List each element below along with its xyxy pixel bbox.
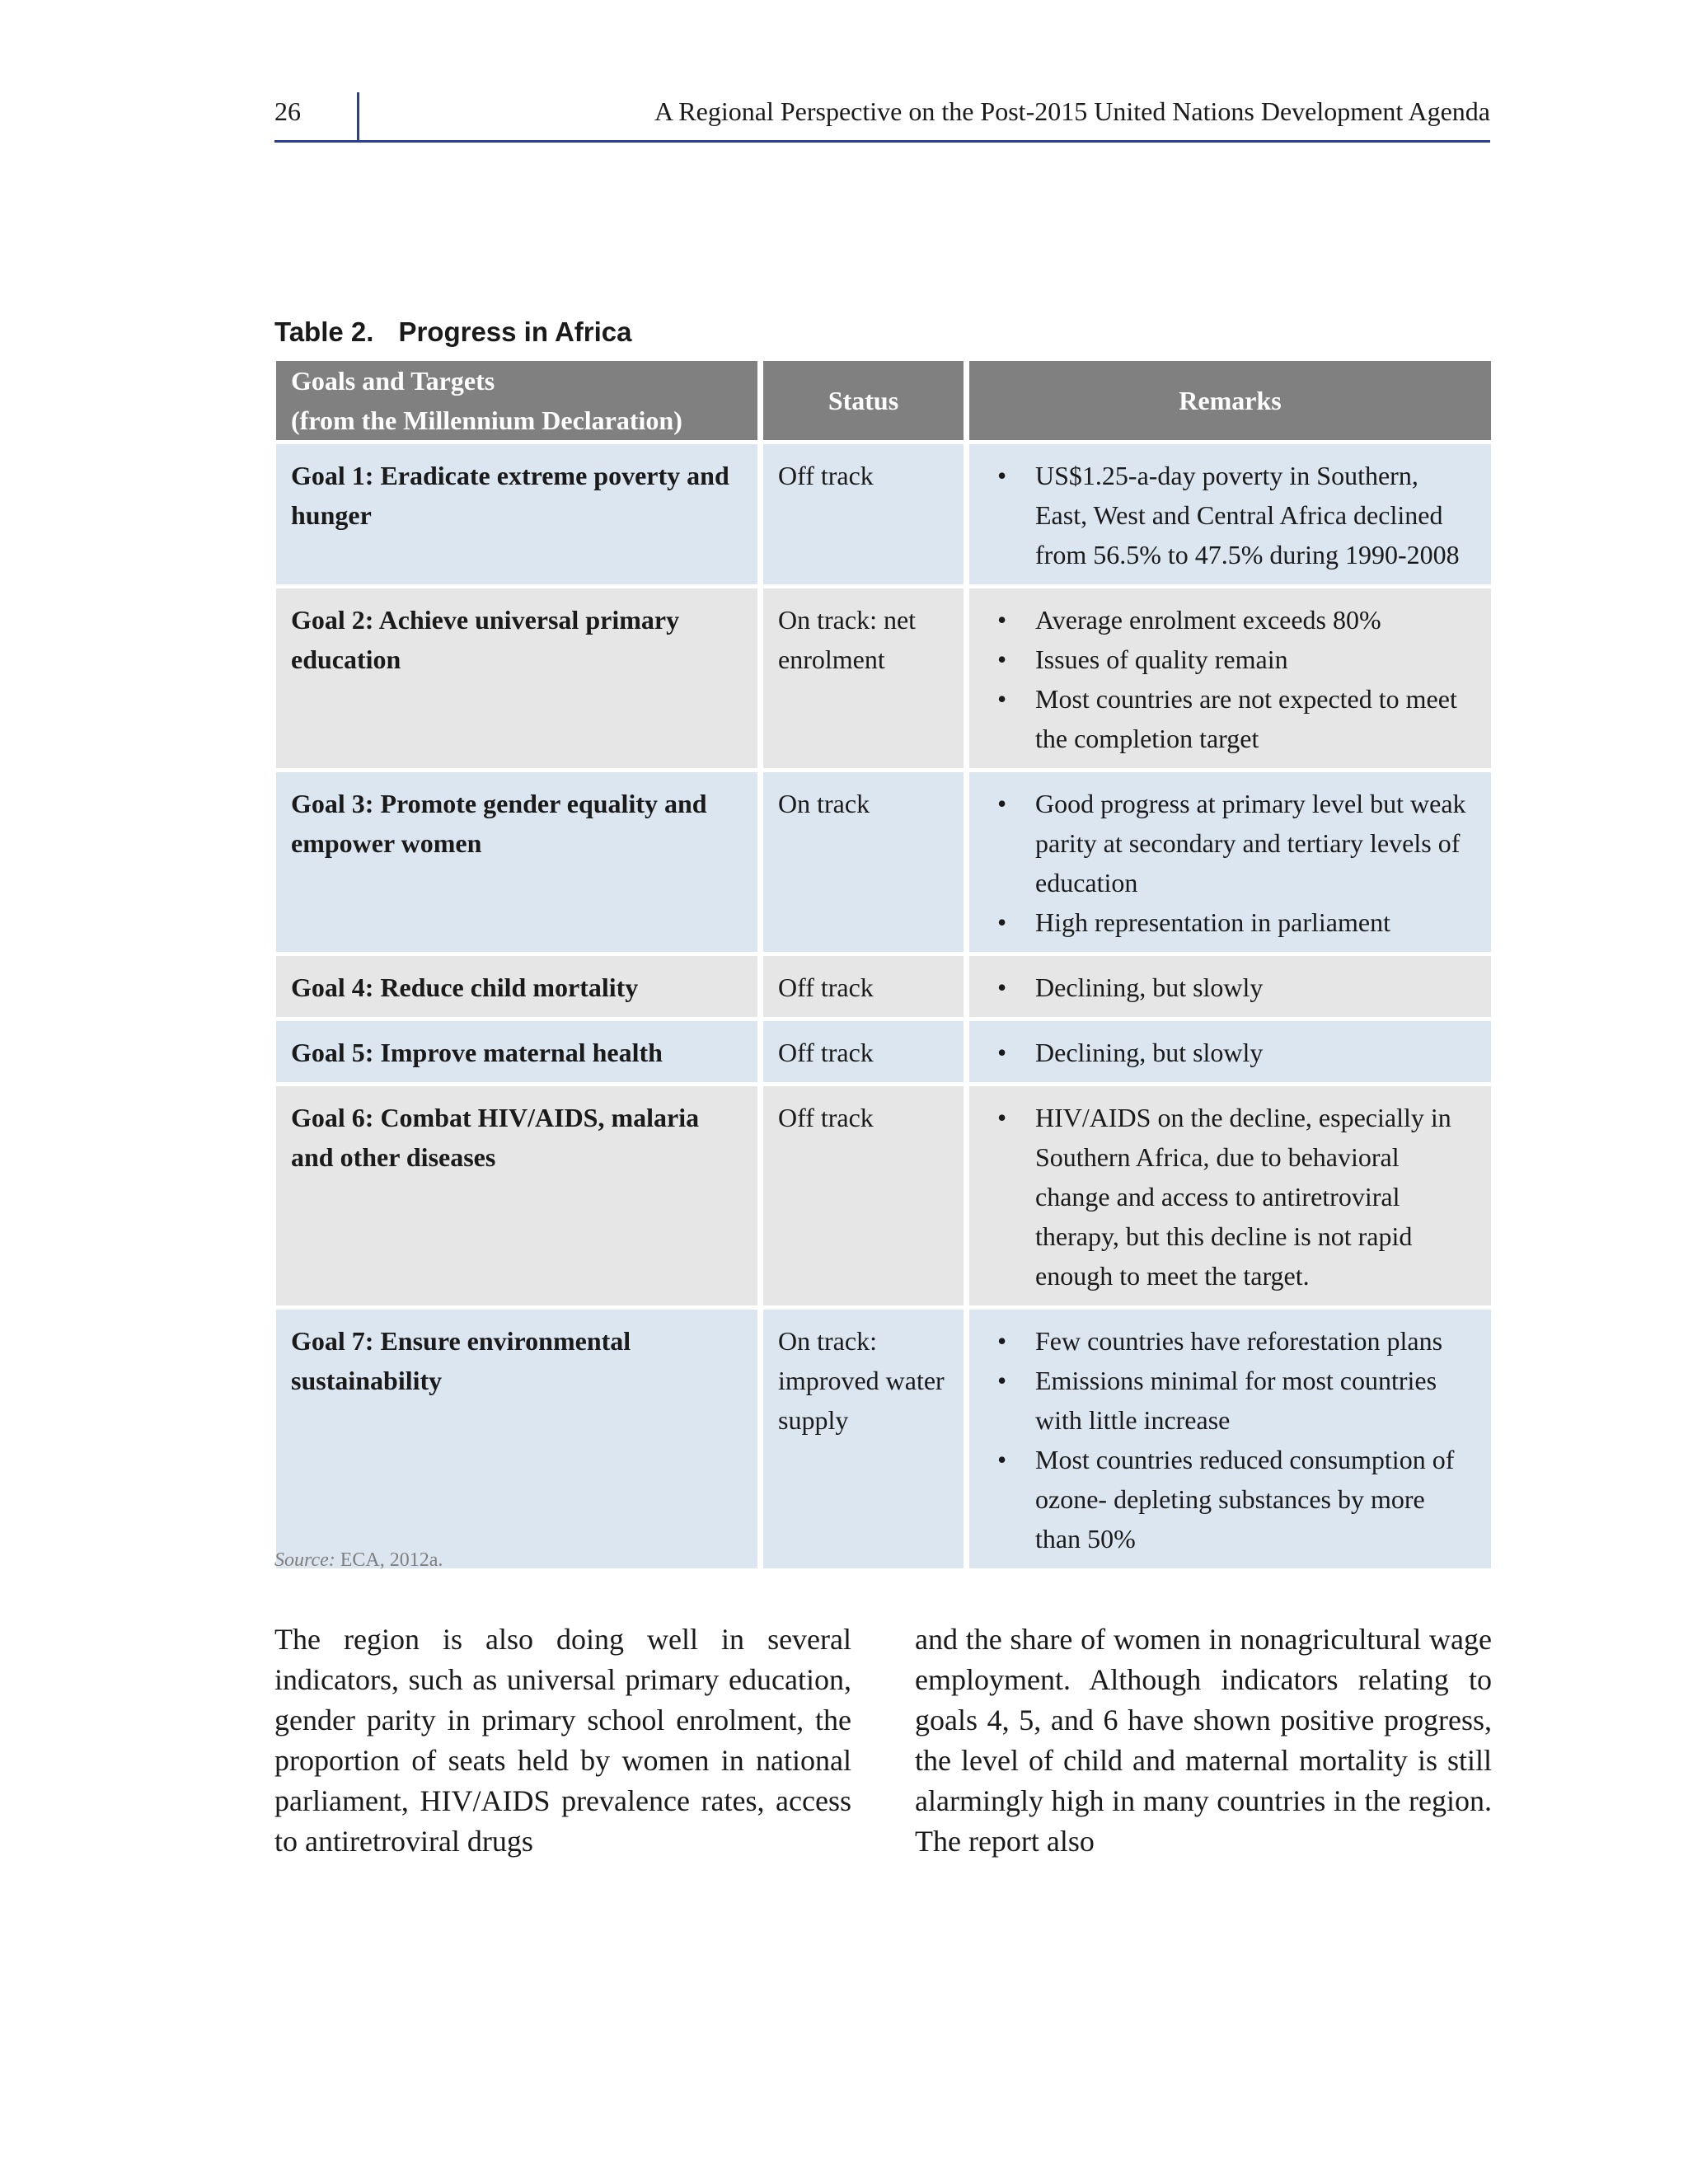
goal-cell: Goal 2: Achieve universal primary education <box>276 588 757 768</box>
running-title: A Regional Perspective on the Post-2015 United Nations Development Agenda <box>654 96 1490 126</box>
remark-item: • Emissions minimal for most countries with little increase <box>984 1361 1476 1440</box>
source-text: ECA, 2012a. <box>340 1549 443 1571</box>
remark-item: • Most countries reduced consumption of ozone- depleting substances by more than 50% <box>984 1440 1476 1558</box>
status-cell: Off track <box>763 956 964 1017</box>
column-header-goals <box>276 361 757 440</box>
table-header-row <box>276 361 1491 440</box>
remarks-cell <box>969 772 1491 952</box>
remarks-cell <box>969 1086 1491 1305</box>
column-header-status: Status <box>763 361 964 440</box>
status-cell: On track <box>763 772 964 952</box>
table-row <box>276 444 1491 584</box>
column-header-goals-line2: (from the Millennium Declaration) <box>291 405 682 435</box>
remark-item: • Few countries have reforestation plans <box>984 1321 1476 1361</box>
goal-cell: Goal 7: Ensure environmental sustainability <box>276 1310 757 1568</box>
remark-item: • Most countries are not expected to meet the completion target <box>984 679 1476 758</box>
remark-item: • US$1.25-a-day poverty in Southern, East, West and Central Africa declined from 56.5% to 47.5% during 1990-2008 <box>984 456 1476 574</box>
table-caption-title: Progress in Africa <box>398 316 632 347</box>
status-cell: Off track <box>763 444 964 584</box>
body-text-left-column: The region is also doing well in several indicators, such as universal primary education, gender parity in primary school enrolment, the proportion of seats held by women in national parliament, HIV/AIDS prevalence rates, access to antiretroviral drugs <box>274 1623 851 1858</box>
goal-cell: Goal 1: Eradicate extreme poverty and hunger <box>276 444 757 584</box>
remark-item: • Issues of quality remain <box>984 640 1476 679</box>
remarks-cell <box>969 956 1491 1017</box>
status-cell: On track: net enrolment <box>763 588 964 768</box>
table-caption-number: Table 2. <box>274 316 374 347</box>
remark-item: • HIV/AIDS on the decline, especially in Southern Africa, due to behavioral change and access to antiretroviral therapy, but this decline is not rapid enough to meet the target. <box>984 1098 1476 1296</box>
body-text-right-column: and the share of women in nonagricultural wage employment. Although indicators relating to goals 4, 5, and 6 have shown positive progress, the level of child and maternal mortality is still alarmingly high in many countries in the region. The report also <box>915 1623 1492 1858</box>
status-cell: Off track <box>763 1086 964 1305</box>
table-source-note <box>274 1549 443 1572</box>
page-number: 26 <box>274 96 301 126</box>
column-header-remarks: Remarks <box>969 361 1491 440</box>
status-cell: On track: improved water supply <box>763 1310 964 1568</box>
table-row <box>276 1021 1491 1082</box>
progress-table <box>270 357 1497 1572</box>
goal-cell: Goal 3: Promote gender equality and empower women <box>276 772 757 952</box>
table-row <box>276 1310 1491 1568</box>
status-cell: Off track <box>763 1021 964 1082</box>
remarks-cell <box>969 588 1491 768</box>
remark-item: • Declining, but slowly <box>984 1033 1476 1072</box>
remark-item: • Average enrolment exceeds 80% <box>984 600 1476 640</box>
remark-item: • High representation in parliament <box>984 902 1476 942</box>
remark-item: • Good progress at primary level but weak parity at secondary and tertiary levels of education <box>984 784 1476 902</box>
column-header-goals-line1: Goals and Targets <box>291 366 495 396</box>
goal-cell: Goal 4: Reduce child mortality <box>276 956 757 1017</box>
table-row <box>276 588 1491 768</box>
remark-item: • Declining, but slowly <box>984 968 1476 1007</box>
page-header <box>274 92 1490 143</box>
goal-cell: Goal 6: Combat HIV/AIDS, malaria and other diseases <box>276 1086 757 1305</box>
remarks-cell <box>969 1021 1491 1082</box>
table-row <box>276 956 1491 1017</box>
table-caption <box>274 316 631 348</box>
remarks-cell <box>969 444 1491 584</box>
source-label: Source: <box>274 1549 335 1571</box>
goal-cell: Goal 5: Improve maternal health <box>276 1021 757 1082</box>
table-row <box>276 772 1491 952</box>
header-divider <box>357 92 359 140</box>
remarks-cell <box>969 1310 1491 1568</box>
table-row <box>276 1086 1491 1305</box>
